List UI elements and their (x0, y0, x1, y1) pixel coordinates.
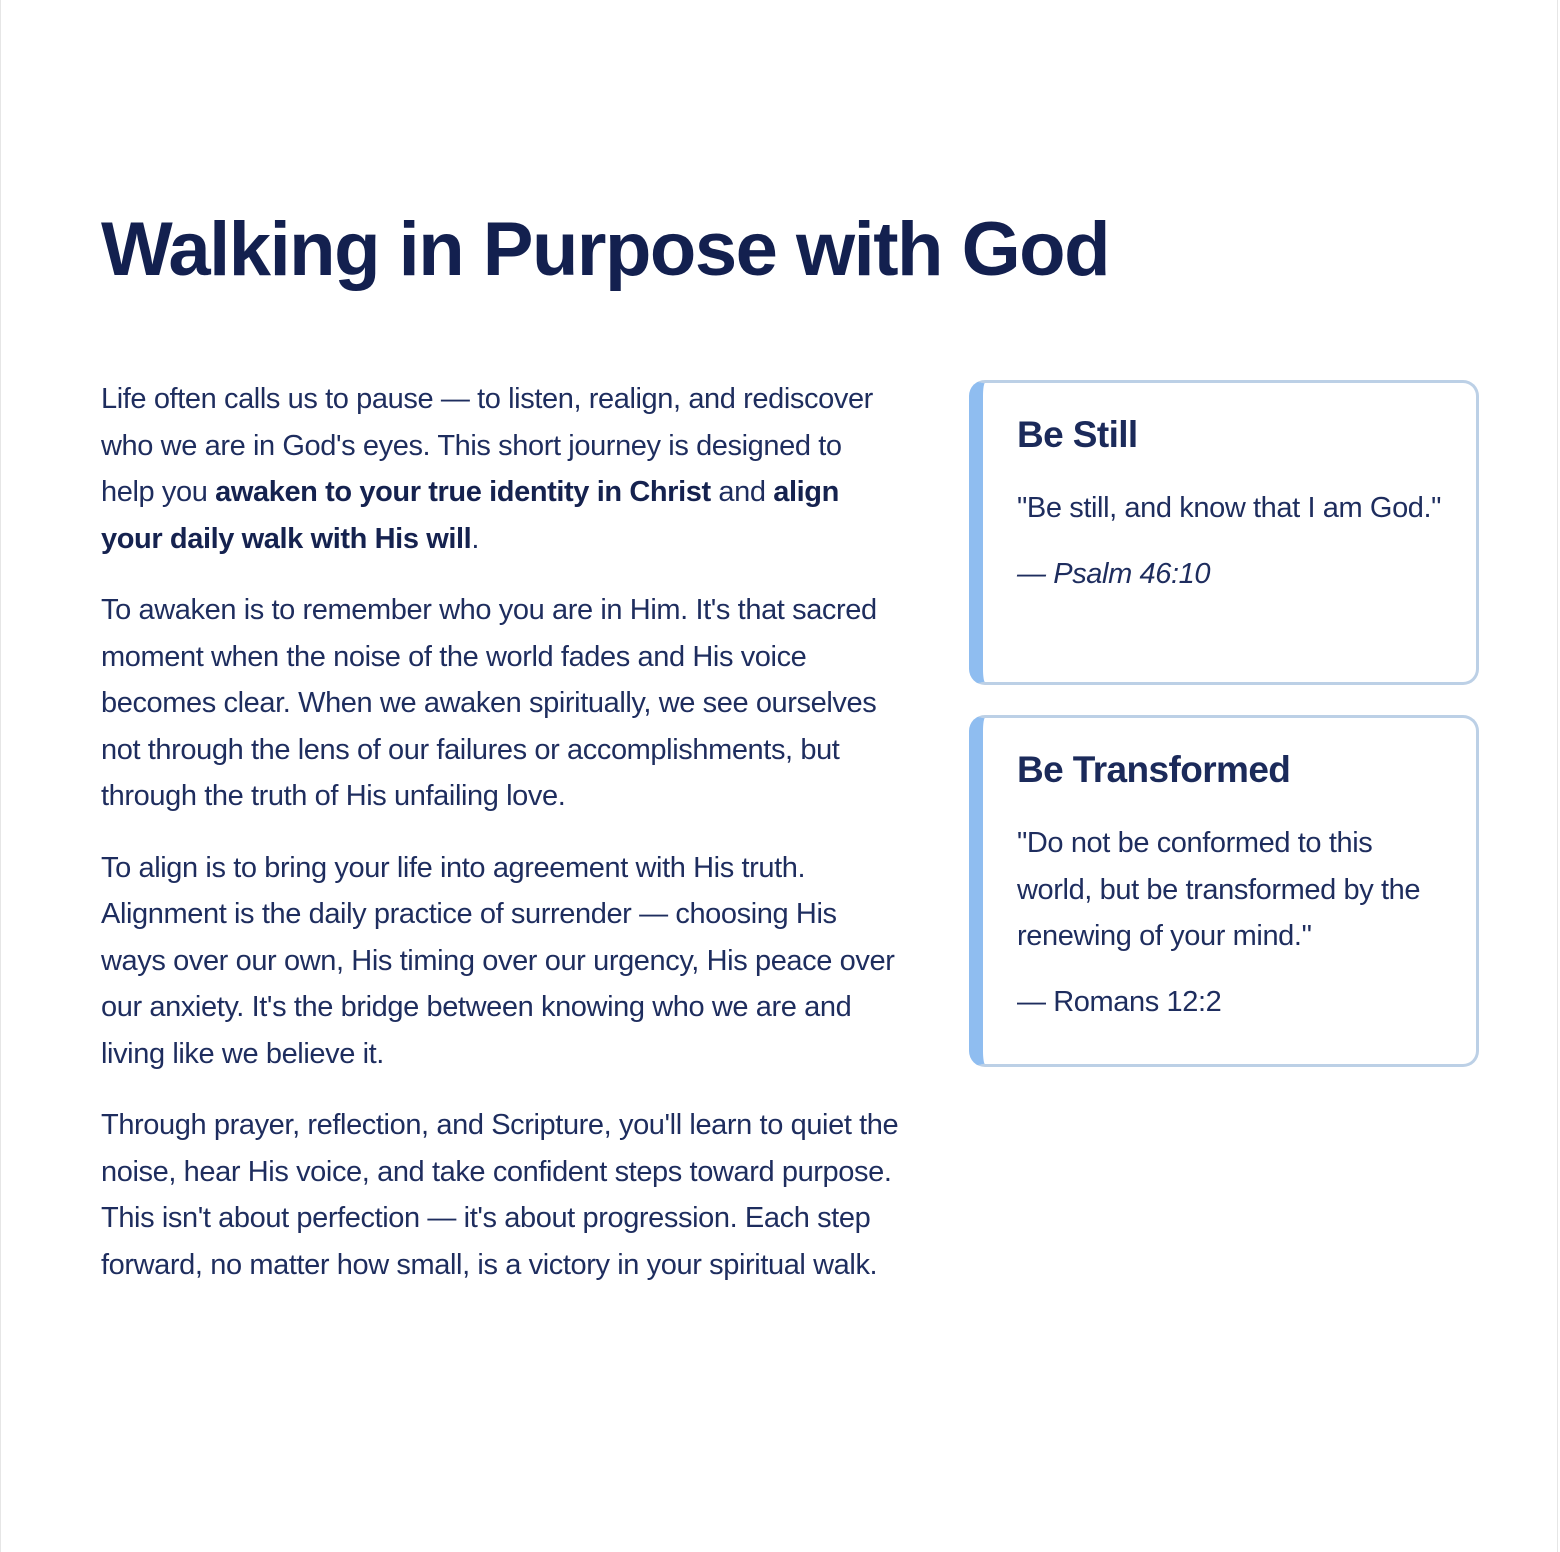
intro-p1-text-c: and (710, 476, 774, 508)
intro-paragraph-1 (101, 376, 901, 562)
scripture-card-be-still (969, 380, 1479, 685)
intro-paragraph-2: To awaken is to remember who you are in Him. It's that sacred moment when the noise of the world fades and His voice becomes clear. When we awaken spiritually, we see ourselves not through the lens of our failures or accomplishments, but through the truth of His unfailing love. (101, 594, 877, 812)
card-heading: Be Still (1017, 414, 1138, 455)
card-quote: "Be still, and know that I am God." (1017, 492, 1442, 525)
card-heading: Be Transformed (1017, 749, 1291, 790)
card-reference: — Romans 12:2 (1017, 985, 1222, 1018)
intro-paragraph-3: To align is to bring your life into agreement with His truth. Alignment is the daily practice of surrender — choosing His ways over our own, His timing over our urgency, His peace over our anxiety. It's the bridge between knowing who we are and living like we believe it. (101, 851, 895, 1070)
card-quote: "Do not be conformed to this world, but be transformed by the renewing of your mind." (1017, 827, 1421, 953)
card-reference: — Psalm 46:10 (1017, 557, 1211, 590)
intro-p1-text-e: . (471, 522, 479, 555)
intro-section (101, 376, 901, 1313)
intro-paragraph-4: Through prayer, reflection, and Scripture, you'll learn to quiet the noise, hear His voice, and take confident steps toward purpose. This isn't about perfection — it's about progression. Each step forward, no matter how small, is a victory in your spiritual walk. (101, 1109, 899, 1281)
page-title: Walking in Purpose with God (101, 207, 1110, 292)
intro-p1-text-a: Life often calls us to pause — to listen, realign, and rediscover who we are in God's eyes. This short journey is designed to help you (101, 383, 873, 508)
intro-p1-emphasis-align: align your daily walk with His will (101, 476, 839, 555)
intro-p1-emphasis-awaken: awaken to your true identity in Christ (215, 476, 711, 508)
scripture-card-be-transformed (969, 715, 1479, 1067)
